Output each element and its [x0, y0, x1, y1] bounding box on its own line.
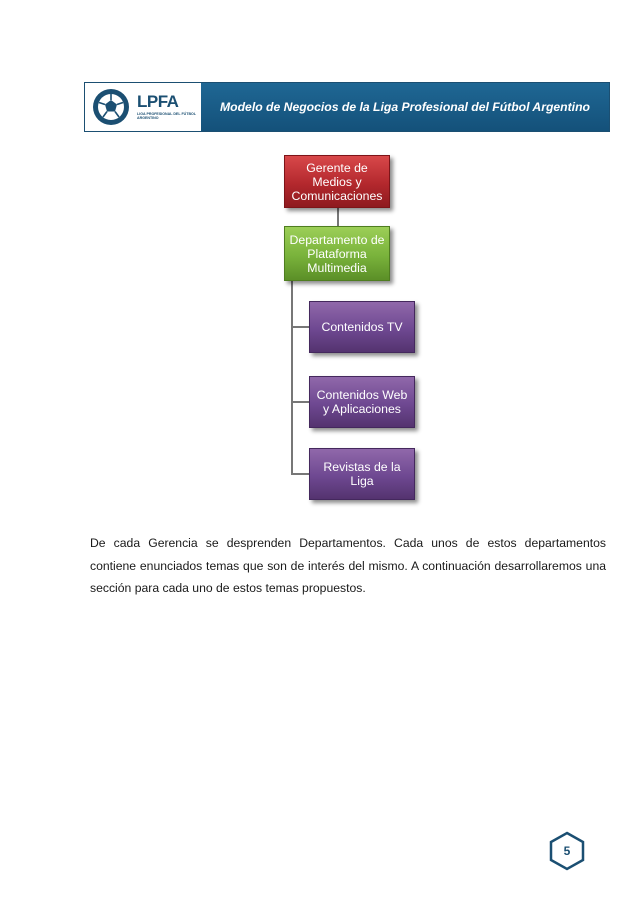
org-box-root: Gerente de Medios y Comunicaciones: [284, 155, 390, 208]
connector-root-department: [337, 208, 339, 226]
org-box-child-1: Contenidos TV: [309, 301, 415, 353]
org-box-child-3: Revistas de la Liga: [309, 448, 415, 500]
page-number: 5: [563, 844, 571, 858]
body-paragraph: De cada Gerencia se desprenden Departamentos. Cada unos de estos departamentos contiene enunciados temas que son de interés del mismo. A continuación desarrollaremos una sección para cada uno de estos temas propuestos.: [90, 536, 606, 596]
connector-department-trunk: [291, 281, 293, 474]
org-box-department: Departamento de Plataforma Multimedia: [284, 226, 390, 281]
connector-child-3: [291, 473, 309, 475]
header-title: Modelo de Negocios de la Liga Profesional del Fútbol Argentino: [201, 83, 609, 131]
connector-child-1: [291, 326, 309, 328]
connector-child-2: [291, 401, 309, 403]
logo-wordmark: LPFA: [137, 92, 179, 111]
org-box-child-2: Contenidos Web y Aplicaciones: [309, 376, 415, 428]
logo-subtitle: LIGA PROFESIONAL DEL FÚTBOL ARGENTINO: [137, 112, 196, 121]
